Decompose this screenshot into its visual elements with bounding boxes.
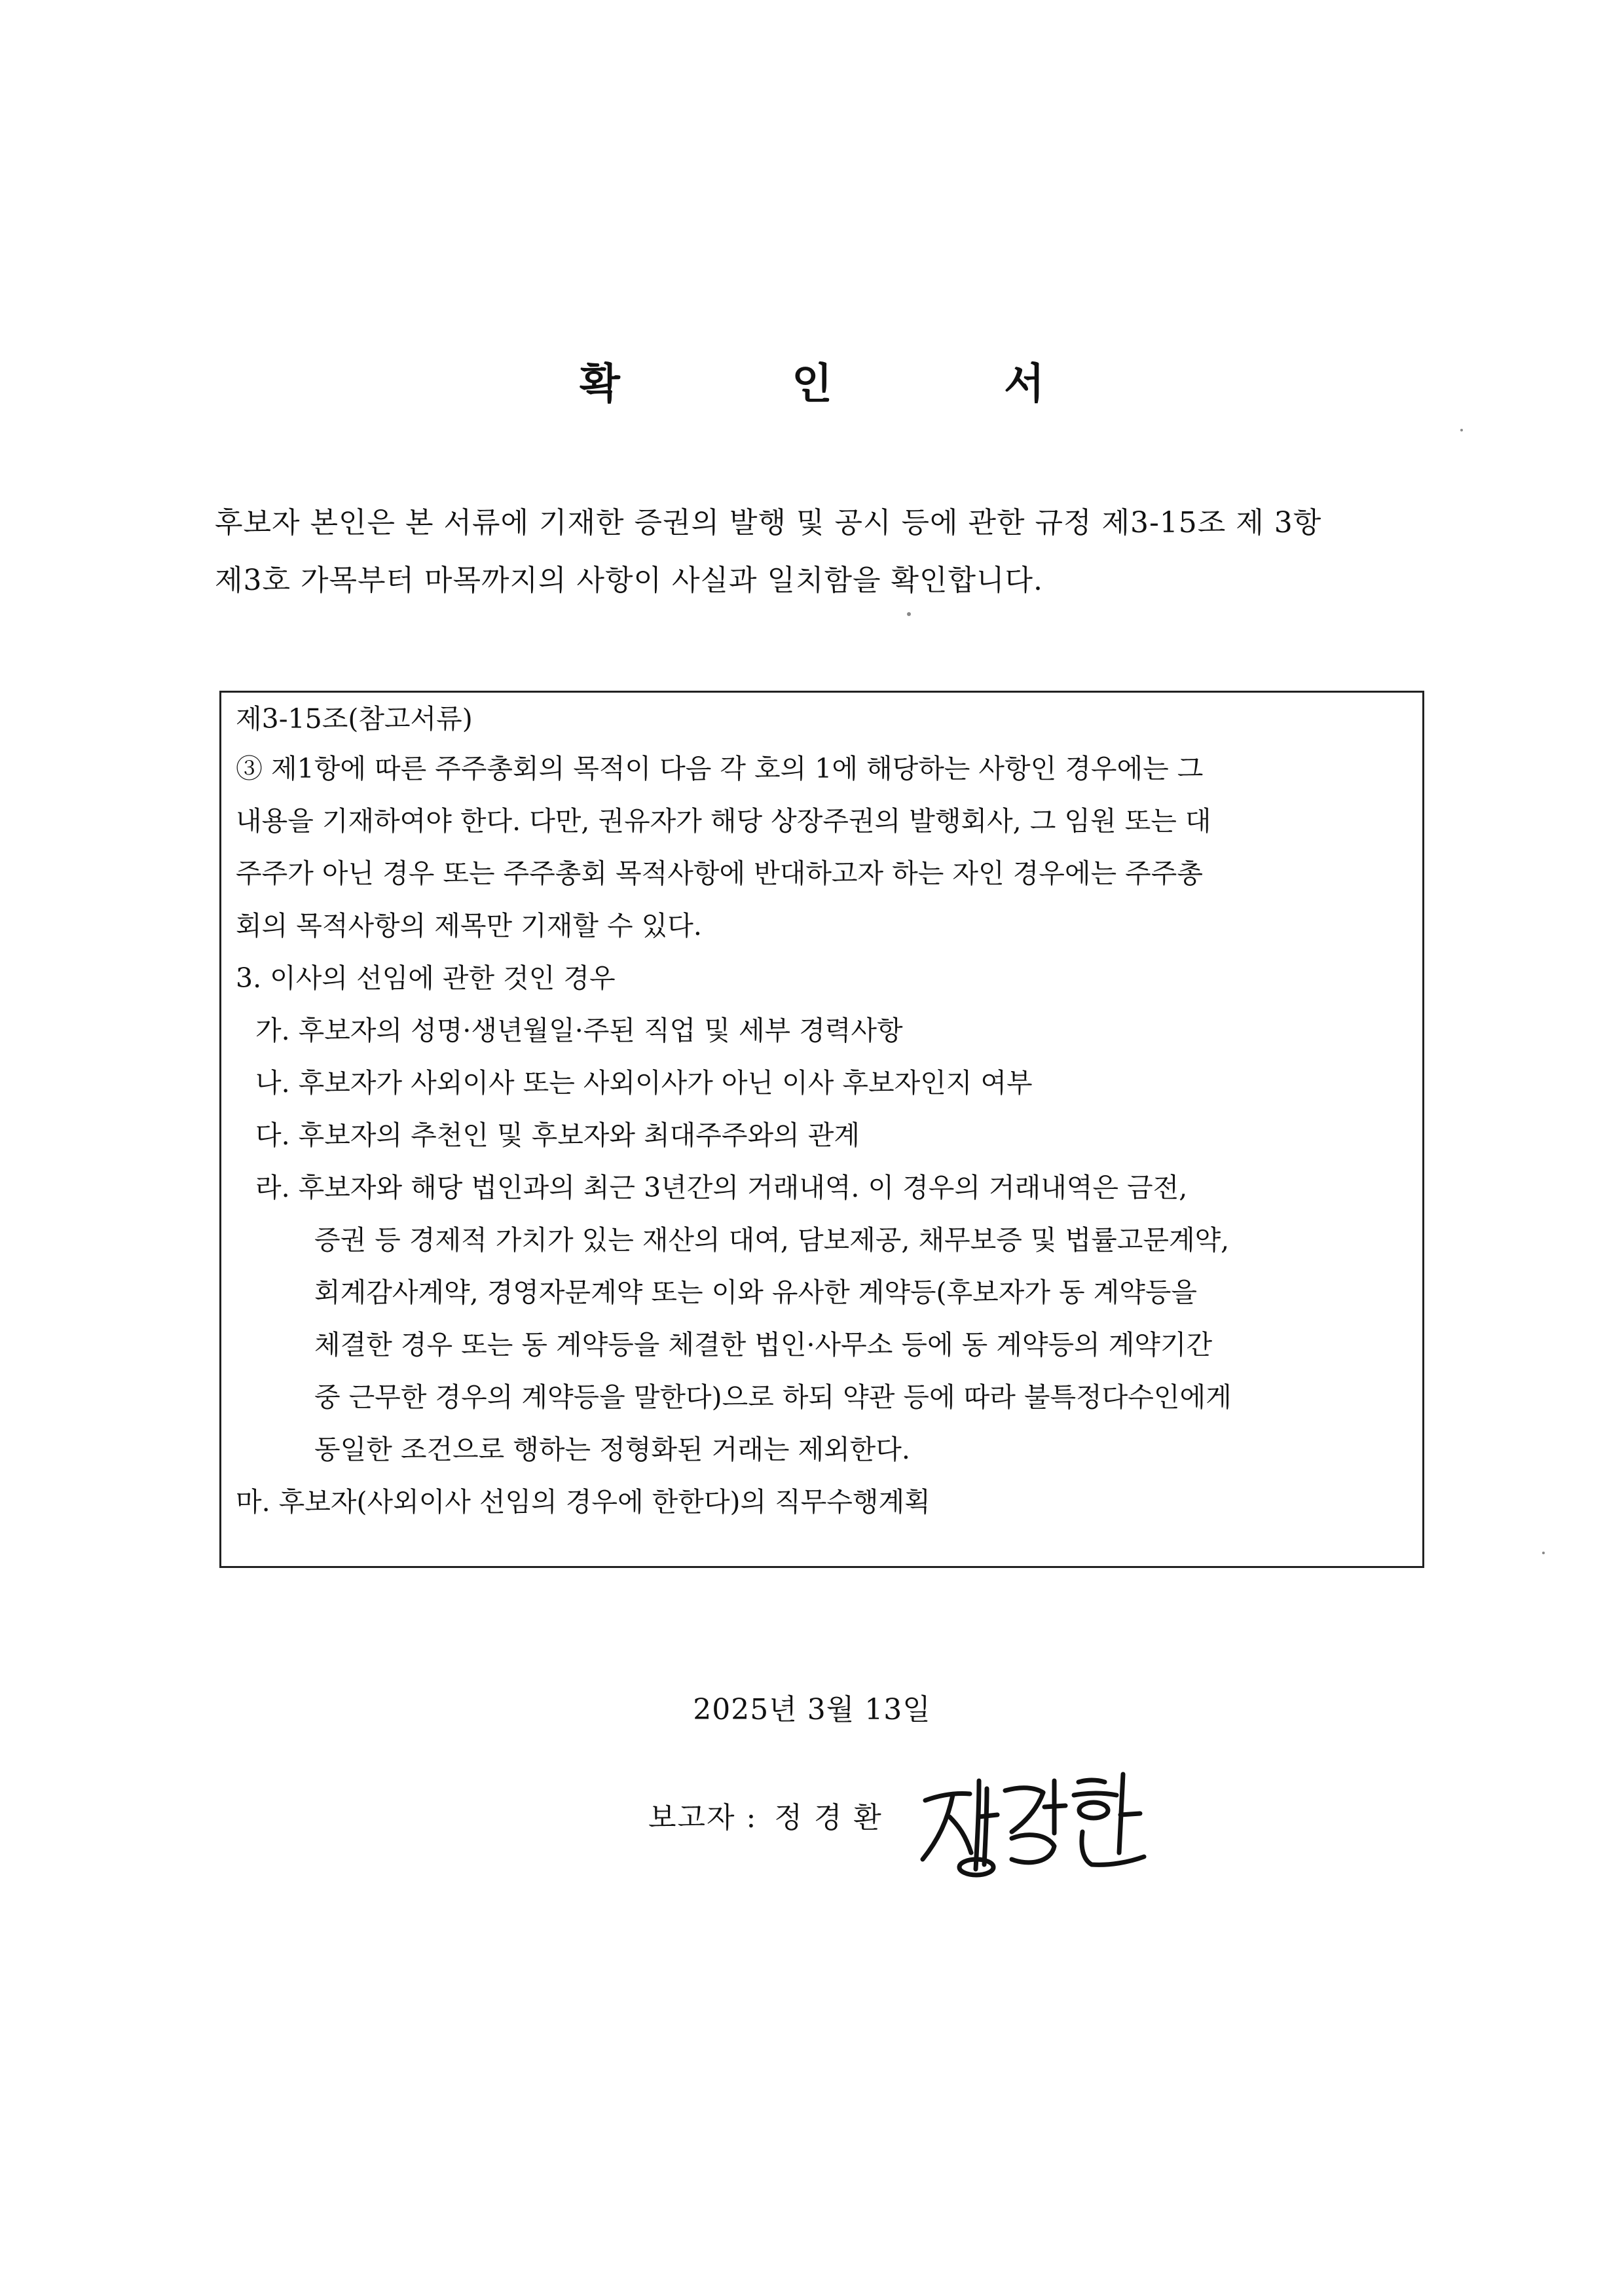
- paragraph-line: 내용을 기재하여야 한다. 다만, 권유자가 해당 상장주권의 발행회사, 그 임원 또는 대: [236, 805, 1211, 837]
- scan-speck: [1460, 429, 1463, 431]
- document-title: 확 인 서: [579, 360, 1124, 409]
- reporter-label: 보고자 :: [648, 1801, 758, 1834]
- reporter-name: 정 경 환: [774, 1801, 883, 1834]
- item-ra-continuation: 중 근무한 경우의 계약등을 말한다)으로 하되 약관 등에 따라 불특정다수인에게: [314, 1381, 1232, 1413]
- document-date: 2025년 3월 13일: [693, 1693, 931, 1726]
- item-ra: 라. 후보자와 해당 법인과의 최근 3년간의 거래내역. 이 경우의 거래내역은 금전,: [255, 1172, 1188, 1203]
- statement-line: 제3호 가목부터 마목까지의 사항이 사실과 일치함을 확인합니다.: [215, 564, 1043, 597]
- item-3: 3. 이사의 선임에 관한 것인 경우: [236, 962, 616, 994]
- item-ma: 마. 후보자(사외이사 선임의 경우에 한한다)의 직무수행계획: [236, 1486, 931, 1518]
- item-ra-continuation: 동일한 조건으로 행하는 정형화된 거래는 제외한다.: [314, 1434, 910, 1465]
- scan-speck: [1542, 1552, 1545, 1554]
- confirmation-statement: [215, 494, 1433, 610]
- handwritten-signature: [913, 1755, 1149, 1879]
- item-ra-continuation: 증권 등 경제적 가치가 있는 재산의 대여, 담보제공, 채무보증 및 법률고문계약,: [314, 1224, 1230, 1256]
- article-title: 제3-15조(참고서류): [236, 703, 473, 735]
- statement-line: 후보자 본인은 본 서류에 기재한 증권의 발행 및 공시 등에 관한 규정 제3-15조 제 3항: [215, 506, 1322, 539]
- paragraph-line: 주주가 아닌 경우 또는 주주총회 목적사항에 반대하고자 하는 자인 경우에는 주주총: [236, 858, 1203, 889]
- reporter-line: [648, 1794, 889, 1836]
- item-ra-continuation: 체결한 경우 또는 동 계약등을 체결한 법인·사무소 등에 동 계약등의 계약기간: [314, 1329, 1213, 1360]
- item-na: 나. 후보자가 사외이사 또는 사외이사가 아닌 이사 후보자인지 여부: [255, 1067, 1033, 1099]
- item-ga: 가. 후보자의 성명·생년월일·주된 직업 및 세부 경력사항: [255, 1015, 903, 1046]
- item-da: 다. 후보자의 추천인 및 후보자와 최대주주와의 관계: [255, 1120, 860, 1151]
- scan-speck: [907, 612, 911, 616]
- item-ra-continuation: 회계감사계약, 경영자문계약 또는 이와 유사한 계약등(후보자가 동 계약등을: [314, 1277, 1198, 1308]
- regulation-box: [219, 691, 1424, 1568]
- paragraph-line: ③ 제1항에 따른 주주총회의 목적이 다음 각 호의 1에 해당하는 사항인 경우에는 그: [236, 753, 1204, 784]
- paragraph-line: 회의 목적사항의 제목만 기재할 수 있다.: [236, 910, 702, 941]
